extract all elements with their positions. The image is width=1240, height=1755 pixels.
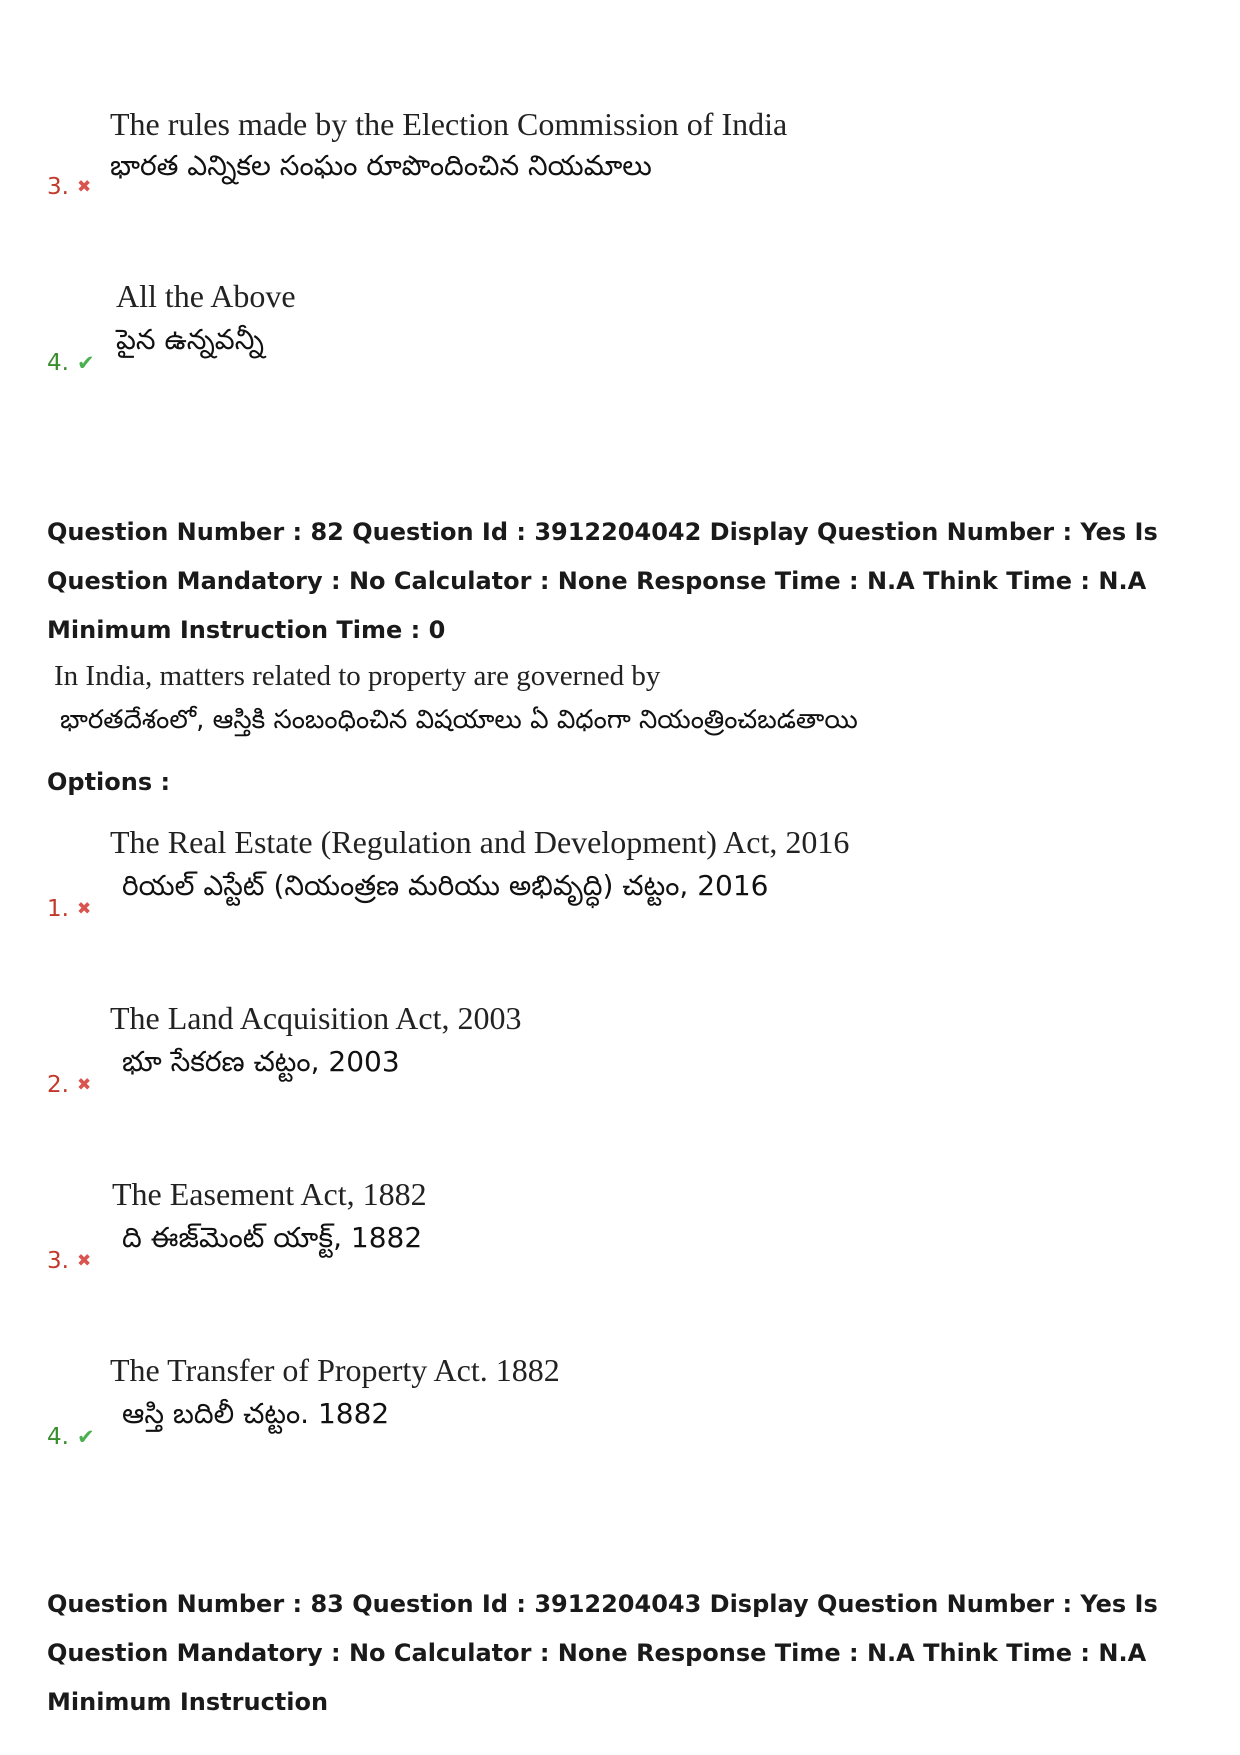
option-3-number [47, 1248, 91, 1274]
question-82-text-telugu: భారతదేశంలో, ఆస్తికి సంబంధించిన విషయాలు ఏ విధంగా నియంత్రించబడతాయి [60, 705, 858, 735]
option-2-telugu: భూ సేకరణ చట్టం, 2003 [122, 1045, 400, 1078]
prev-option-3-telugu: భారత ఎన్నికల సంఘం రూపొందించిన నియమాలు [110, 149, 652, 182]
option-number: 1. [47, 896, 69, 922]
check-icon: ✔ [76, 351, 95, 375]
question-82-text-english: In India, matters related to property are governed by [54, 660, 661, 692]
option-1-number [47, 896, 91, 922]
option-3-english: The Easement Act, 1882 [112, 1176, 427, 1212]
option-2-number [47, 1072, 91, 1098]
option-number: 4. [47, 350, 69, 376]
option-3-telugu: ది ఈజ్‌మెంట్ యాక్ట్, 1882 [122, 1221, 423, 1254]
option-number: 3. [47, 174, 69, 200]
option-number: 4. [47, 1424, 69, 1450]
option-number: 3. [47, 1248, 69, 1274]
option-4-english: The Transfer of Property Act. 1882 [110, 1352, 560, 1388]
prev-option-4-telugu: పైన ఉన్నవన్నీ [116, 323, 264, 356]
prev-option-4-number [47, 350, 95, 376]
question-82-meta: Question Number : 82 Question Id : 3912204042 Display Question Number : Yes Is Question Mandatory : No Calculator : None Response Time : N.A Think Time : N.A Minimum Instruction Time : 0 [47, 518, 1158, 644]
option-2-english: The Land Acquisition Act, 2003 [110, 1000, 522, 1036]
option-1-telugu: రియల్ ఎస్టేట్ (నియంత్రణ మరియు అభివృద్ధి) చట్టం, 2016 [122, 869, 769, 902]
cross-icon: ✖ [76, 177, 92, 197]
option-4-telugu: ఆస్తి బదిలీ చట్టం. 1882 [122, 1397, 390, 1430]
options-label: Options : [47, 768, 171, 796]
prev-option-3-english: The rules made by the Election Commission of India [110, 106, 788, 142]
check-icon: ✔ [76, 1425, 95, 1449]
cross-icon: ✖ [76, 1251, 92, 1271]
question-83-meta: Question Number : 83 Question Id : 3912204043 Display Question Number : Yes Is Question Mandatory : No Calculator : None Response Time : N.A Think Time : N.A Minimum Instruction [47, 1590, 1158, 1716]
option-number: 2. [47, 1072, 69, 1098]
cross-icon: ✖ [76, 1075, 92, 1095]
cross-icon: ✖ [76, 899, 92, 919]
prev-option-3-number [47, 174, 91, 200]
prev-option-4-english: All the Above [116, 278, 296, 314]
option-1-english: The Real Estate (Regulation and Development) Act, 2016 [110, 824, 850, 860]
option-4-number [47, 1424, 95, 1450]
